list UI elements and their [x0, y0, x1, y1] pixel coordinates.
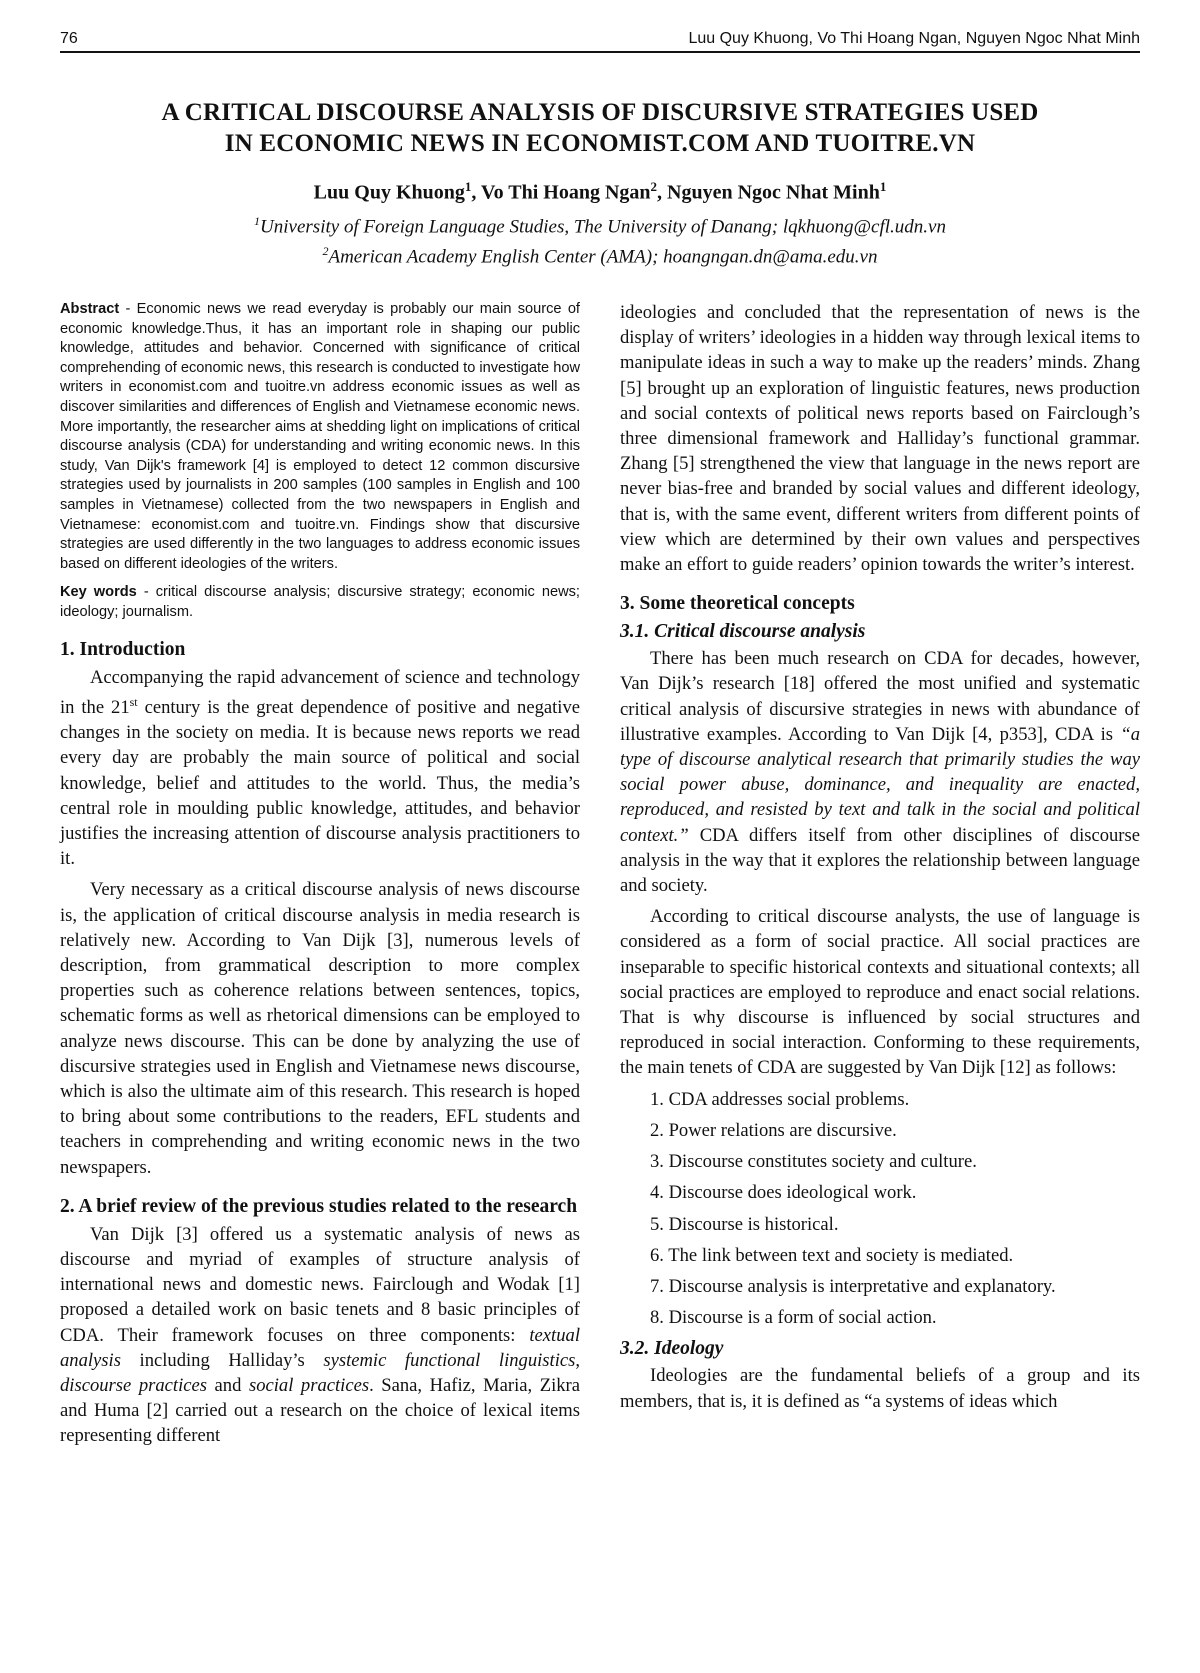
section-2-heading: 2. A brief review of the previous studies related to the research [60, 1195, 578, 1217]
keywords-label: Key words [60, 584, 137, 601]
affiliations [60, 209, 1140, 270]
section-2-paragraph-1 [60, 1222, 580, 1449]
author-list: Luu Quy Khuong$^1$, Vo Thi Hoang Ngan$^2$, Nguyen Ngoc Nhat Minh$^1$ [313, 179, 887, 204]
running-header [60, 30, 1140, 53]
keywords [60, 583, 580, 622]
subsection-3-2-heading: 3.2. Ideology [620, 1338, 724, 1360]
affiliation-2-text: American Academy English Center (AMA); hoangngan.dn@ama.edu.vn [328, 246, 878, 268]
subsection-3-1-heading: 3.1. Critical discourse analysis [620, 621, 866, 643]
s1p1-text-a: Accompanying the rapid advancement of science and technology in the 21 [60, 666, 580, 718]
abstract-label: Abstract [60, 301, 120, 317]
s2p1-text-c: , [575, 1349, 581, 1371]
affiliation-2-mark: 2 [322, 243, 329, 258]
author-2: Vo Thi Hoang Ngan [481, 181, 651, 204]
abstract-text: - Economic news we read everyday is probably our main source of economic knowledge.Thus, it has an important role in shaping our public knowledge, attitudes and behavior. Concerned with significance of critical comprehending of economic news, this research is conducted to investigate how writers in economist.com and tuoitre.vn address economic issues as well as discover similarities and differences of English and Vietnamese economic news. More importantly, the researcher aims at shedding light on implications of critical discourse analysis (CDA) for understanding and writing economic news. In this study, Van Dijk's framework [4] is employed to detect 12 common discursive strategies used by journalists in 200 samples (100 samples in English and 100 samples in Vietnamese) collected from the two newspapers in English and Vietnamese: economist.com and tuoitre.vn. Findings show that discursive strategies are used differently in the two languages to address economic issues based on different ideologies of the writers. [60, 301, 580, 572]
s2p1-italic-4: social practices [248, 1374, 370, 1396]
list-item: 7. Discourse analysis is interpretative and explanatory. [650, 1275, 1056, 1297]
author-3-affil: 1 [879, 179, 887, 194]
section-3-heading: 3. Some theoretical concepts [620, 593, 855, 615]
s2p1-text-b: including Halliday’s [120, 1349, 324, 1371]
s2p1-text-a: Van Dijk [3] offered us a systematic analysis of news as discourse and myriad of examples of structure analysis of international news and domestic news. Fairclough and Wodak [1] proposed a detailed work on basic tenets and 8 basic principles of CDA. Their framework focuses on three components: [60, 1223, 580, 1346]
list-item: 1. CDA addresses social problems. [650, 1088, 910, 1110]
list-item: 2. Power relations are discursive. [650, 1119, 897, 1141]
s31p1-text-b: CDA differs itself from other disciplines of discourse analysis in the way that it explores the relationship between language and society. [620, 824, 1140, 897]
list-item: 5. Discourse is historical. [650, 1213, 839, 1235]
section-2-paragraph-1-continued: ideologies and concluded that the representation of news is the display of writers’ ideologies in a hidden way through lexical items to manipulate ideas in such a way to make up the readers’ minds. Zhang [5] brought up an exploration of linguistic features, news production and social contexts of political news reports based on Fairclough’s three dimensional framework and Halliday’s functional grammar. Zhang [5] strengthened the view that language in the news report are never bias-free and branded by social values and different ideology, that is, with the same event, different writers from different points of view which are determined by their own values and perspectives make an effort to guide readers’ opinion towards the writer’s interest. [620, 302, 1140, 576]
author-2-affil: 2 [650, 179, 658, 194]
page-number: 76 [60, 30, 78, 47]
section-1-heading: 1. Introduction [60, 638, 186, 660]
title-line-1: A CRITICAL DISCOURSE ANALYSIS OF DISCURSIVE STRATEGIES USED [161, 99, 1039, 126]
s2p1-italic-2: systemic functional linguistics [323, 1349, 576, 1371]
s2p1-italic-1: textual analysis [60, 1324, 580, 1371]
s31p1-text-a: There has been much research on CDA for decades, however, Van Dijk’s research [18] offered the most unified and systematic critical analysis of discursive strategies in news with abundance of illustrative examples. According to Van Dijk [4, p353], CDA is [620, 648, 1140, 745]
two-column-body [60, 300, 1140, 1455]
subsection-3-1-paragraph-2: According to critical discourse analysts, the use of language is considered as a form of social practice. All social practices are inseparable to specific historical contexts and situational contexts; all social practices are employed to reproduce and enact social relations. That is why discourse is influenced by social structures and reproduced in social interaction. Conforming to these requirements, the main tenets of CDA are suggested by Van Dijk [12] as follows: [620, 906, 1140, 1079]
subsection-3-1-paragraph-1 [620, 646, 1140, 898]
list-item: 6. The link between text and society is mediated. [650, 1244, 1014, 1266]
list-item: 3. Discourse constitutes society and culture. [650, 1151, 977, 1173]
author-1-affil: 1 [464, 179, 472, 194]
abstract [60, 300, 580, 574]
title-line-2: IN ECONOMIC NEWS IN ECONOMIST.COM AND TUOITRE.VN [224, 130, 976, 157]
author-3: Nguyen Ngoc Nhat Minh [667, 181, 880, 204]
s2p1-italic-3: discourse practices [60, 1374, 207, 1396]
affiliation-1-text: University of Foreign Language Studies, The University of Danang; lqkhuong@cfl.udn.vn [260, 215, 946, 237]
section-1-paragraph-1 [60, 665, 580, 872]
cda-tenets-list [650, 1087, 1140, 1331]
s2p1-text-e: . Sana, Hafiz, Maria, Zikra and Huma [2] carried out a research on the choice of lexical items representing different [60, 1374, 580, 1447]
s31p1-quote: “a type of discourse analytical research that primarily studies the way social power abuse, dominance, and inequality are enacted, reproduced, and resisted by text and talk in the social and political context.” [620, 723, 1140, 846]
left-column [60, 300, 580, 1455]
author-1: Luu Quy Khuong [313, 181, 465, 204]
affiliation-2 [60, 239, 1140, 269]
running-authors: Luu Quy Khuong, Vo Thi Hoang Ngan, Nguyen Ngoc Nhat Minh [688, 30, 1140, 47]
right-column [620, 300, 1140, 1455]
subsection-3-2-paragraph-1: Ideologies are the fundamental beliefs of a group and its members, that is, it is defined as “a systems of ideas which [620, 1365, 1140, 1412]
affiliation-1-mark: 1 [254, 213, 261, 228]
list-item: 4. Discourse does ideological work. [650, 1182, 917, 1204]
s1p1-ordinal: st [129, 694, 138, 709]
list-item: 8. Discourse is a form of social action. [650, 1307, 937, 1329]
paper-title [60, 97, 1140, 159]
affiliation-1 [60, 209, 1140, 239]
keywords-text: - critical discourse analysis; discursive strategy; economic news; ideology; journalism. [60, 584, 580, 620]
section-1-paragraph-2: Very necessary as a critical discourse analysis of news discourse is, the application of critical discourse analysis in media research is relatively new. According to Van Dijk [3], numerous levels of description, from grammatical description to more complex properties such as coherence relations between sentences, topics, schematic forms as well as rhetorical dimensions can be employed to analyze news discourse. This can be done by analyzing the use of discursive strategies used in English and Vietnamese news discourse, which is also the ultimate aim of this research. This research is hoped to bring about some contributions to the readers, EFL students and teachers in comprehending and writing economic news in the two newspapers. [60, 879, 580, 1178]
paper-page [60, 30, 1140, 1447]
s1p1-text-b: century is the great dependence of positive and negative changes in the society on media. It is because news reports we read every day are probably the main source of political and social knowledge, belief and attitudes to the world. Thus, the media’s central role in moulding public knowledge, attitudes, and behavior justifies the increasing attention of discourse analysis practitioners to it. [60, 696, 580, 870]
s2p1-text-d: and [206, 1374, 249, 1396]
